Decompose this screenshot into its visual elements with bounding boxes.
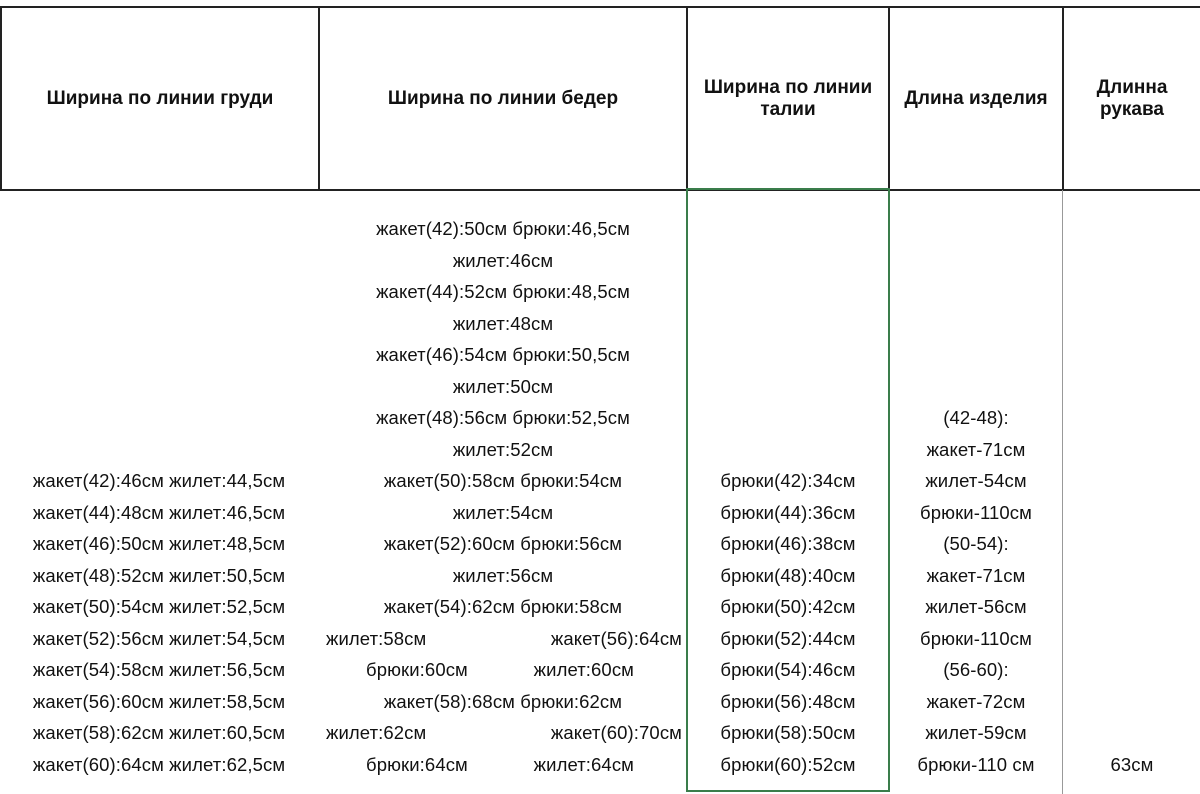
- length-line: (42-48):: [943, 407, 1009, 428]
- length-line: жакет-72см: [926, 691, 1026, 712]
- header-chest-label: Ширина по линии груди: [46, 88, 274, 109]
- hips-line-right: жакет(56):64см: [550, 628, 682, 649]
- chest-line: жакет(60):64см жилет:62,5см: [32, 754, 286, 775]
- hips-line: жакет(52):60см брюки:56см: [383, 533, 623, 554]
- hips-line: [320, 754, 686, 776]
- chest-line: жакет(56):60см жилет:58,5см: [32, 691, 286, 712]
- sleeve-value: 63см: [1110, 754, 1154, 775]
- length-line: жакет-71см: [926, 439, 1026, 460]
- chest-line: жакет(50):54см жилет:52,5см: [32, 596, 286, 617]
- length-line: жакет-71см: [926, 565, 1026, 586]
- waist-line: брюки(48):40см: [720, 565, 856, 586]
- waist-line: брюки(44):36см: [720, 502, 856, 523]
- hips-line: жакет(50):58см брюки:54см: [383, 470, 623, 491]
- hips-line: [320, 659, 686, 681]
- waist-line: брюки(46):38см: [720, 533, 856, 554]
- header-sleeve: [1064, 8, 1200, 190]
- hips-line: жакет(44):52см брюки:48,5см: [376, 281, 630, 302]
- hips-line: жакет(54):62см брюки:58см: [383, 596, 623, 617]
- hips-line: жилет:48см: [452, 313, 554, 334]
- chest-line: жакет(46):50см жилет:48,5см: [32, 533, 286, 554]
- length-line: (50-54):: [943, 533, 1009, 554]
- length-line: брюки-110см: [920, 502, 1032, 523]
- waist-line: брюки(60):52см: [720, 754, 856, 775]
- header-waist-label-line2: талии: [760, 99, 816, 120]
- length-line: (56-60):: [943, 659, 1009, 680]
- sleeve-column: [1064, 190, 1200, 794]
- hips-line: жакет(58):68см брюки:62см: [383, 691, 623, 712]
- hips-line: жилет:56см: [452, 565, 554, 586]
- waist-line: брюки(54):46см: [720, 659, 856, 680]
- length-line: жилет-59см: [925, 722, 1027, 743]
- chest-line: жакет(42):46см жилет:44,5см: [32, 470, 286, 491]
- hips-line-right: жилет:64см: [533, 754, 634, 775]
- hips-line-left: жилет:58см: [326, 628, 427, 649]
- waist-line: брюки(42):34см: [720, 470, 856, 491]
- waist-line: брюки(52):44см: [720, 628, 856, 649]
- chest-line: жакет(54):58см жилет:56,5см: [32, 659, 286, 680]
- header-chest: [2, 8, 318, 190]
- header-sleeve-label-line2: рукава: [1100, 99, 1164, 120]
- hips-line: жакет(42):50см брюки:46,5см: [376, 218, 630, 239]
- header-waist: [688, 8, 888, 190]
- waist-line: брюки(56):48см: [720, 691, 856, 712]
- hips-line: жилет:54см: [452, 502, 554, 523]
- chest-line: жакет(52):56см жилет:54,5см: [32, 628, 286, 649]
- hips-line-right: жилет:60см: [533, 659, 634, 680]
- hips-line-left: жилет:62см: [326, 722, 427, 743]
- hips-line-left: брюки:64см: [366, 754, 468, 775]
- hips-line: [320, 628, 686, 650]
- waist-column: [688, 190, 888, 794]
- length-column: [890, 190, 1062, 794]
- hips-line: жилет:50см: [452, 376, 554, 397]
- header-hips-label: Ширина по линии бедер: [387, 88, 619, 109]
- hips-line-right: жакет(60):70см: [550, 722, 682, 743]
- hips-column: [320, 190, 686, 794]
- column-divider: [1062, 190, 1063, 794]
- length-line: жилет-54см: [925, 470, 1027, 491]
- hips-line: жилет:46см: [452, 250, 554, 271]
- hips-line: [320, 722, 686, 744]
- length-line: жилет-56см: [925, 596, 1027, 617]
- hips-line-left: брюки:60см: [366, 659, 468, 680]
- length-line: брюки-110 см: [917, 754, 1035, 775]
- chest-line: жакет(44):48см жилет:46,5см: [32, 502, 286, 523]
- waist-line: брюки(58):50см: [720, 722, 856, 743]
- header-hips: [320, 8, 686, 190]
- hips-line: жилет:52см: [452, 439, 554, 460]
- header-sleeve-label-line1: Длинна: [1096, 77, 1168, 98]
- waist-line: брюки(50):42см: [720, 596, 856, 617]
- length-line: брюки-110см: [920, 628, 1032, 649]
- chest-line: жакет(48):52см жилет:50,5см: [32, 565, 286, 586]
- header-length-label: Длина изделия: [904, 88, 1048, 109]
- hips-line: жакет(48):56см брюки:52,5см: [376, 407, 630, 428]
- chest-line: жакет(58):62см жилет:60,5см: [32, 722, 286, 743]
- hips-line: жакет(46):54см брюки:50,5см: [376, 344, 630, 365]
- chest-column: [0, 190, 318, 794]
- header-length: [890, 8, 1062, 190]
- header-waist-label-line1: Ширина по линии: [703, 77, 873, 98]
